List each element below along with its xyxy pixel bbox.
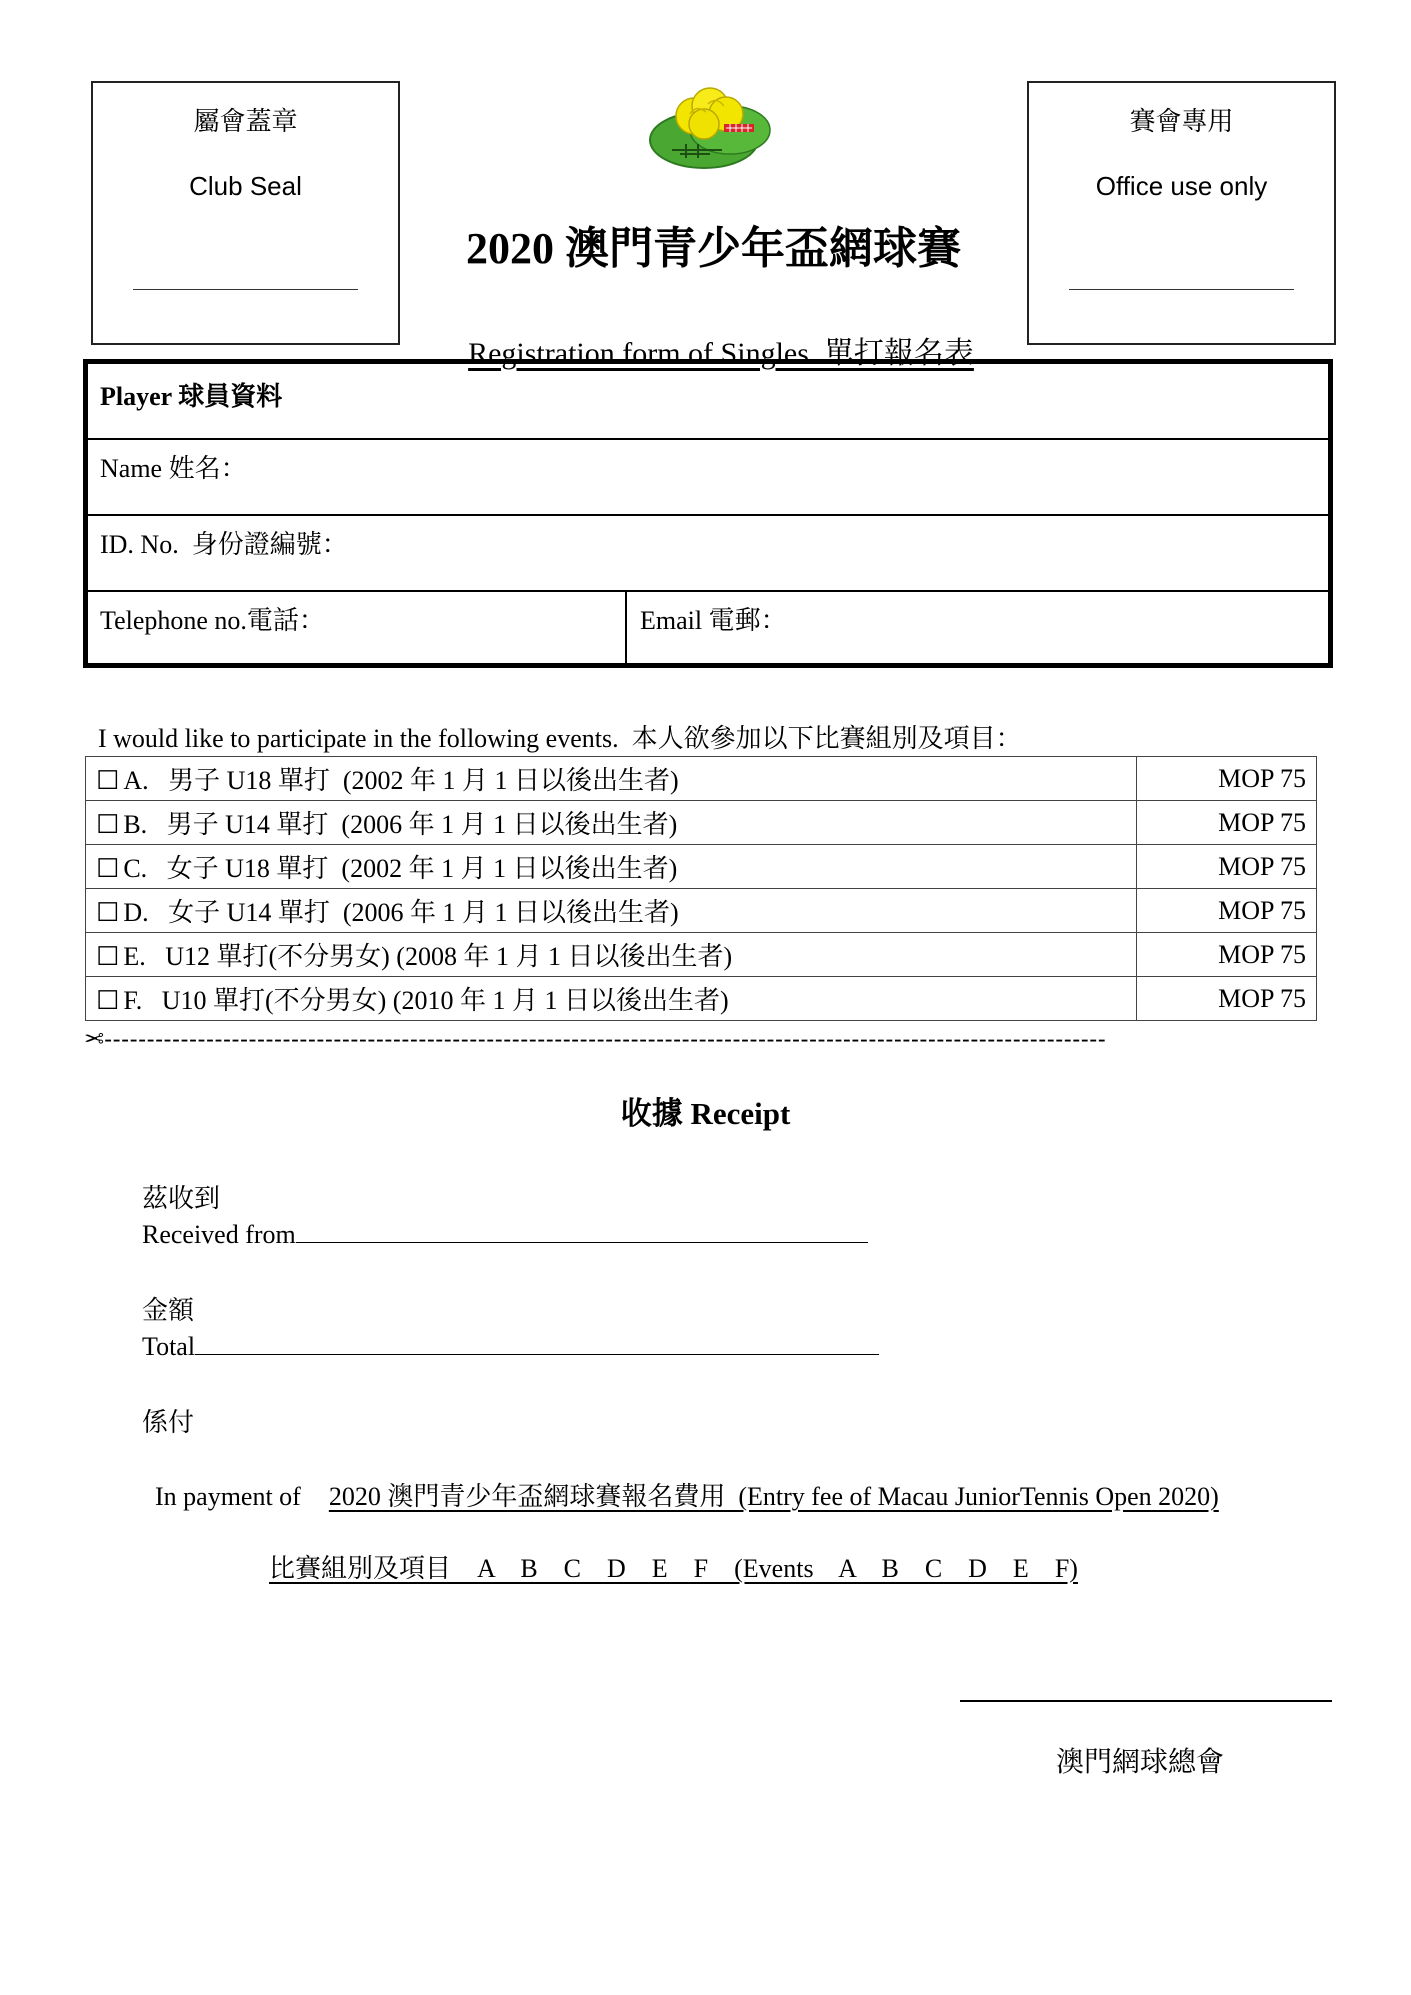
event-fee: MOP 75: [1137, 933, 1317, 977]
cut-dashes: ----------------------------------------------------------------------------------------------------------------------: [104, 1026, 1107, 1053]
event-option-cell: [86, 845, 1137, 889]
issuer-name: 澳門網球總會: [1056, 1747, 1225, 1778]
event-checkbox[interactable]: ☐: [96, 898, 120, 928]
event-row[interactable]: [86, 933, 1317, 977]
scissors-icon: ✂: [84, 1025, 105, 1053]
event-row[interactable]: [86, 845, 1317, 889]
payment-description: 2020 澳門青少年盃網球賽報名費用 (Entry fee of Macau JuniorTennis Open 2020): [328, 1482, 1219, 1511]
club-seal-box: [91, 81, 400, 345]
total-label-zh: 金額: [142, 1296, 195, 1325]
event-row[interactable]: [86, 757, 1317, 801]
office-use-box: [1027, 81, 1336, 345]
receipt-events-text: 比賽組別及項目 A B C D E F (Events A B C D E F): [269, 1554, 1078, 1583]
received-from-blank[interactable]: [296, 1241, 868, 1243]
event-label: F. U10 單打(不分男女) (2010 年 1 月 1 日以後出生者): [123, 986, 729, 1015]
event-fee: MOP 75: [1137, 801, 1317, 845]
player-contact-row: [88, 590, 1328, 666]
event-fee: MOP 75: [1137, 977, 1317, 1021]
event-row[interactable]: [86, 889, 1317, 933]
club-seal-signature-line: [133, 289, 358, 290]
event-option-cell: [86, 801, 1137, 845]
player-phone-label: Telephone no.電話：: [100, 606, 325, 635]
event-fee: MOP 75: [1137, 757, 1317, 801]
total-label: Total: [142, 1332, 196, 1361]
event-row[interactable]: [86, 801, 1317, 845]
receipt-title: 收據 Receipt: [620, 1096, 791, 1131]
event-checkbox[interactable]: ☐: [96, 766, 120, 796]
office-use-label-zh: 賽會專用: [1129, 107, 1234, 136]
event-checkbox[interactable]: ☐: [96, 942, 120, 972]
club-seal-label-zh: 屬會蓋章: [193, 107, 298, 136]
payment-label-zh: 係付: [142, 1408, 195, 1437]
player-info-table: [83, 359, 1333, 668]
player-email-label: Email 電郵：: [640, 606, 787, 635]
player-name-label: Name 姓名：: [100, 454, 247, 483]
form-title: 2020 澳門青少年盃網球賽: [466, 224, 961, 273]
player-heading: Player 球員資料: [100, 382, 283, 411]
office-use-signature-line: [1069, 289, 1294, 290]
player-id-label: ID. No. 身份證編號：: [100, 530, 348, 559]
event-fee: MOP 75: [1137, 889, 1317, 933]
receipt-events-line: [256, 1518, 1078, 1585]
office-use-label-en: Office use only: [1095, 171, 1268, 201]
association-logo: [646, 84, 774, 170]
event-row[interactable]: [86, 977, 1317, 1021]
events-table: [85, 756, 1317, 1021]
event-label: E. U12 單打(不分男女) (2008 年 1 月 1 日以後出生者): [123, 942, 733, 971]
payment-label: In payment of: [155, 1482, 301, 1511]
received-from-label: Received from: [142, 1220, 296, 1249]
issuer-signature-line: [960, 1700, 1332, 1702]
event-option-cell: [86, 889, 1137, 933]
received-from-row[interactable]: [142, 1220, 868, 1250]
received-label-zh: 茲收到: [142, 1184, 221, 1213]
player-id-row[interactable]: [88, 514, 1328, 590]
event-option-cell: [86, 757, 1137, 801]
event-checkbox[interactable]: ☐: [96, 810, 120, 840]
event-option-cell: [86, 977, 1137, 1021]
total-row[interactable]: [142, 1332, 879, 1362]
event-option-cell: [86, 933, 1137, 977]
club-seal-label-en: Club Seal: [189, 171, 302, 201]
event-fee: MOP 75: [1137, 845, 1317, 889]
event-label: C. 女子 U18 單打 (2002 年 1 月 1 日以後出生者): [123, 854, 678, 883]
cut-line: [84, 1025, 1324, 1059]
events-intro: I would like to participate in the following events. 本人欲參加以下比賽組別及項目：: [98, 724, 1022, 753]
form-subtitle-text: Registration form of Singles 單打報名表: [468, 337, 974, 370]
contact-column-divider: [625, 592, 627, 666]
event-label: B. 男子 U14 單打 (2006 年 1 月 1 日以後出生者): [123, 810, 678, 839]
total-blank[interactable]: [195, 1353, 879, 1355]
event-checkbox[interactable]: ☐: [96, 986, 120, 1016]
player-name-row[interactable]: [88, 438, 1328, 514]
event-checkbox[interactable]: ☐: [96, 854, 120, 884]
event-label: A. 男子 U18 單打 (2002 年 1 月 1 日以後出生者): [123, 766, 679, 795]
event-label: D. 女子 U14 單打 (2006 年 1 月 1 日以後出生者): [123, 898, 679, 927]
payment-row: [142, 1446, 1219, 1513]
